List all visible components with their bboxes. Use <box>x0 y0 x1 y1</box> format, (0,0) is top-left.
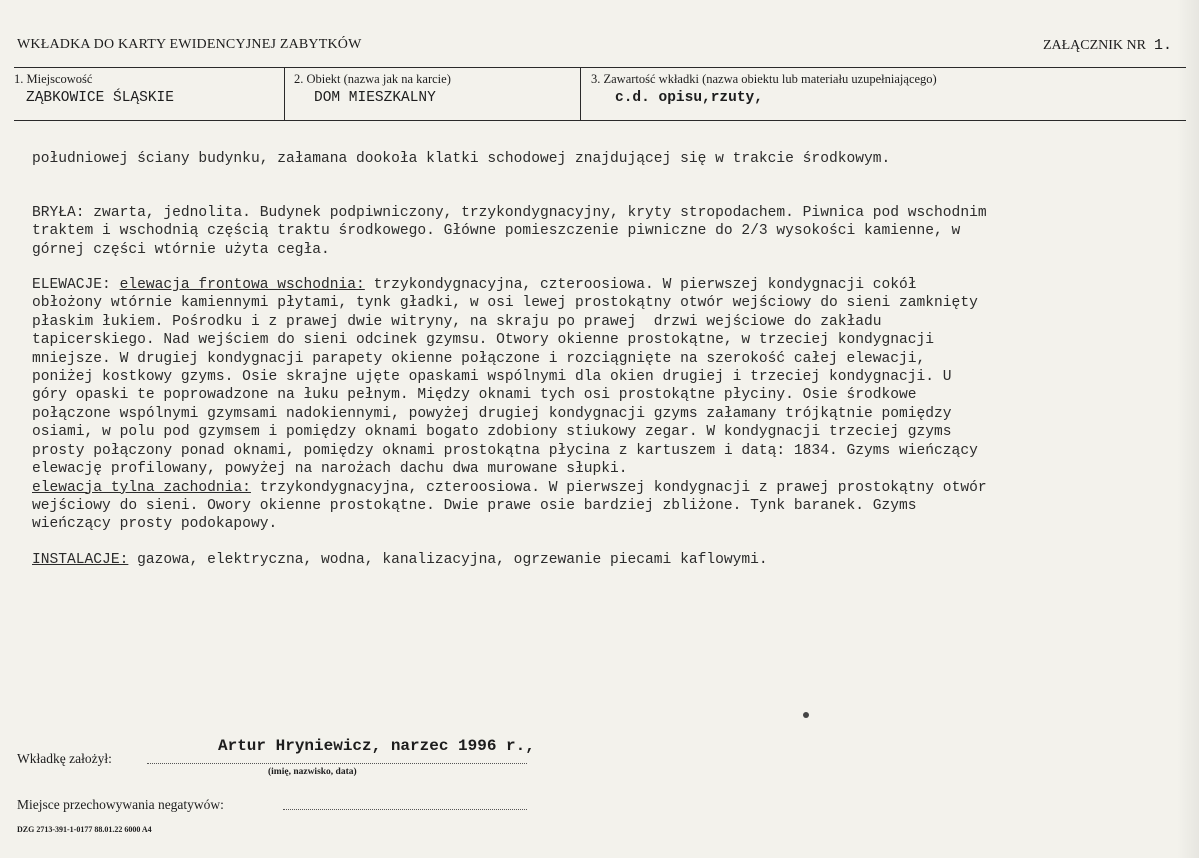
text-line: wejściowy do sieni. Owory okienne prostokątne. Dwie prawe osie bardziej zbliżone. Tynk baranek. Gzyms <box>32 497 917 514</box>
text-line: obłożony wtórnie kamiennymi płytami, tynk gładki, w osi lewej prostokątny otwór wejściowy do sieni zamknięty <box>32 295 978 312</box>
field-value: DOM MIESZKALNY <box>314 90 436 106</box>
text-line: osiami, w polu pod gzymsem i pomiędzy oknami bogato zdobiony stiukowy zegar. W kondygnacji trzeciej gzyms <box>32 424 952 441</box>
field-value: c.d. opisu,rzuty, <box>615 90 763 106</box>
author-dotted-line <box>147 763 527 764</box>
field-locality <box>14 68 284 120</box>
text-line: połączone wspólnymi gzymsami nadokiennymi, powyżej drugiej kondygnacji gzyms załamany trójkątnie pomiędzy <box>32 405 952 422</box>
author-value: Artur Hryniewicz, narzec 1996 r., <box>218 737 535 755</box>
text-line: południowej ściany budynku, załamana dookoła klatki schodowej znajdującej się w trakcie środkowym. <box>32 151 891 167</box>
page-edge <box>1177 0 1199 858</box>
field-contents <box>580 68 1186 120</box>
text-line: elewację profilowany, powyżej na narożach dachu dwa murowane słupki. <box>32 461 628 478</box>
text-line: płaskim łukiem. Pośrodku i z prawej dwie witryny, na skraju po prawej drzwi wejściowe do zakładu <box>32 313 882 330</box>
field-label: 3. Zawartość wkładki (nazwa obiektu lub materiału uzupełniającego) <box>591 72 937 86</box>
text-line <box>32 479 1172 497</box>
text-line: górnej części wtórnie użyta cegła. <box>32 241 330 258</box>
text-line <box>32 551 1172 569</box>
text-line <box>32 276 1172 294</box>
text-line: prosty połączony ponad oknami, pomiędzy oknami prostokątna płycina z kartuszem i datą: 1834. Gzyms wieńczący <box>32 442 978 459</box>
text-fragment: trzykondygnacyjna, czteroosiowa. W pierwszej kondygnacji z prawej prostokątny otwór <box>250 479 987 496</box>
author-label: Wkładkę założył: <box>17 751 112 766</box>
text-line: traktem i wschodnią częścią traktu środkowego. Główne pomieszczenie piwniczne do 2/3 wysokości kamienne, w <box>32 223 961 240</box>
text-line: poniżej kostkowy gzyms. Osie skrajne ujęte opaskami wspólnymi dla okien drugiej i trzeciej kondygnacji. U <box>32 369 952 386</box>
front-elevation-heading: elewacja frontowa wschodnia: <box>119 277 365 294</box>
instalacje-paragraph <box>32 551 1172 569</box>
intro-paragraph <box>32 150 1172 168</box>
text-line: wieńczący prosty podokapowy. <box>32 516 278 533</box>
negatives-dotted-line <box>283 809 527 810</box>
text-fragment: trzykondygnacyjna, czteroosiowa. W pierwszej kondygnacji cokół <box>364 277 917 294</box>
text-line: tapicerskiego. Nad wejściem do sieni odcinek gzymsu. Otwory okienne prostokątne, w trzeciej kondygnacji <box>32 332 935 349</box>
elewacje-heading: ELEWACJE: <box>32 277 111 294</box>
bryla-paragraph <box>32 185 1172 259</box>
instalacje-heading: INSTALACJE: <box>32 551 129 568</box>
annex-number-value: 1. <box>1153 37 1172 54</box>
field-value: ZĄBKOWICE ŚLĄSKIE <box>26 90 174 106</box>
text-line: góry opaski te poprowadzone na łuku pełnym. Między oknami tych osi prostokątne płyciny. Osie środkowe <box>32 387 917 404</box>
sheet-title: WKŁADKA DO KARTY EWIDENCYJNEJ ZABYTKÓW <box>17 37 362 52</box>
author-caption: (imię, nazwisko, data) <box>268 767 357 777</box>
negatives-label: Miejsce przechowywania negatywów: <box>17 797 224 812</box>
description-text <box>32 150 1172 586</box>
text-line: mniejsze. W drugiej kondygnacji parapety okienne połączone i rozciągnięte na szerokość całej elewacji, <box>32 350 926 367</box>
annex-label: ZAŁĄCZNIK NR <box>1042 38 1146 53</box>
ink-dot <box>803 712 809 718</box>
field-object <box>284 68 580 120</box>
header-fields <box>14 67 1186 121</box>
rear-elevation-heading: elewacja tylna zachodnia: <box>32 479 251 496</box>
text-line: BRYŁA: zwarta, jednolita. Budynek podpiwniczony, trzykondygnacyjny, kryty stropodachem. Piwnica pod wschodnim <box>32 204 987 221</box>
elewacje-paragraph <box>32 276 1172 534</box>
text-fragment: gazowa, elektryczna, wodna, kanalizacyjna, ogrzewanie piecami kaflowymi. <box>128 551 768 568</box>
field-label: 1. Miejscowość <box>14 72 93 86</box>
field-label: 2. Obiekt (nazwa jak na karcie) <box>294 72 451 86</box>
print-code: DZG 2713-391-1-0177 88.01.22 6000 A4 <box>17 825 152 834</box>
annex-number <box>1043 37 1172 54</box>
